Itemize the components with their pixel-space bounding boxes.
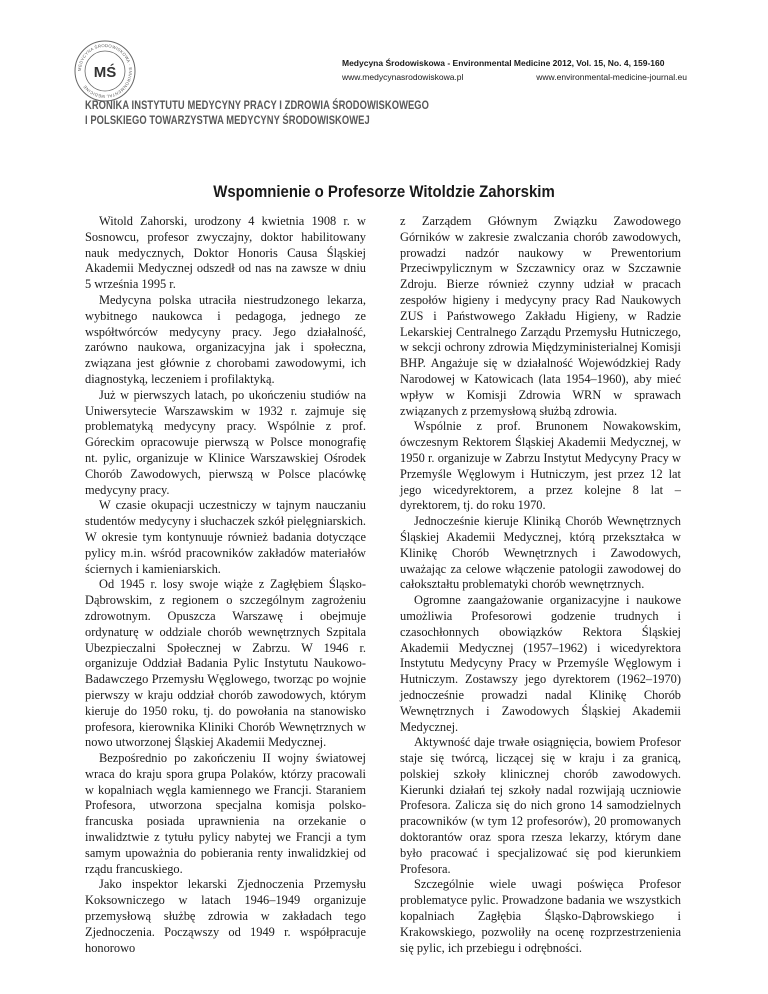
section-heading-line-1: KRONIKA INSTYTUTU MEDYCYNY PRACY I ZDROWIA ŚRODOWISKOWEGO xyxy=(85,98,430,112)
paragraph: Od 1945 r. losy swoje wiąże z Zagłębiem Śląsko-Dąbrowskim, z regionem o szczególnym zagrożeniu zdrowotnym. Opuszcza Warszawę i obejmuje ordynaturę w oddziale chorób wewnętrznych Szpitala Ubezpieczalni Społecznej w Zabrzu. W 1946 r. organizuje Oddział Badania Pylic Instytutu Naukowo-Badawczego Przemysłu Węglowego, tworząc po wojnie pierwszy w kraju oddział chorób zawodowych, którym kieruje do 1950 roku, tj. do powołania na stanowisko profesora, kierownika Kliniki Chorób Wewnętrznych w nowo utworzonej Śląskiej Akademii Medycznej. xyxy=(85,577,366,750)
logo-ring-text: MEDYCYNA ŚRODOWISKOWA · ENVIRONMENTAL MEDICINE xyxy=(76,42,134,100)
paragraph: Ogromne zaangażowanie organizacyjne i naukowe umożliwia Profesorowi godzenie trudnych i czasochłonnych obowiązków Rektora Śląskiej Akademii Medycznej (1957–1962) i wicedyrektora Instytutu Medycyny Pracy w Przemyśle Węglowym i Hutniczym. Zostawszy jego dyrektorem (1962–1970) jednocześnie prowadzi nadal Klinikę Chorób Wewnętrznych i Zawodowych Śląskiej Akademii Medycznej. xyxy=(400,593,681,734)
paragraph: Szczególnie wiele uwagi poświęca Profesor problematyce pylic. Prowadzone badania we wszystkich kopalniach Zagłębia Śląsko-Dąbrowskiego i Krakowskiego, pozwoliły na ocenę rozprzestrzenienia się pylic, ich przebiegu i odrębności. xyxy=(400,877,681,955)
article-title: Wspomnienie o Profesorze Witoldzie Zahorskim xyxy=(213,182,555,201)
journal-urls xyxy=(342,72,687,82)
paragraph: W czasie okupacji uczestniczy w tajnym nauczaniu studentów medycyny i słuchaczek szkół pielęgniarskich. W okresie tym kontynuuje również badania dotyczące pylicy m.in. wśród pracowników zakładów materiałów ściernych i kamieniarskich. xyxy=(85,498,366,576)
section-heading-line-2: I POLSKIEGO TOWARZYSTWA MEDYCYNY ŚRODOWISKOWEJ xyxy=(85,113,370,127)
paragraph: z Zarządem Głównym Związku Zawodowego Górników w zakresie zwalczania chorób zawodowych, prowadzi nadzór naukowy w Prewentorium Przeciwpylicznym w Szczawnicy oraz w Szczawnie Zdroju. Bierze również czynny udział w pracach zespołów higieny i medycyny pracy Rad Naukowych ZUS i Państwowego Zakładu Higieny, w Radzie Lekarskiej Centralnego Zarządu Przemysłu Hutniczego, w sekcji ochrony zdrowia Międzyministerialnej Komisji BHP. Angażuje się w działalność Wojewódzkiej Rady Narodowej w Katowicach (lata 1954–1960), aby mieć wpływ w Komisji Zdrowia WRN w sprawach związanych z przemysłową służbą zdrowia. xyxy=(400,214,681,418)
paragraph: Już w pierwszych latach, po ukończeniu studiów na Uniwersytecie Warszawskim w 1932 r. zajmuje się problematyką medycyny pracy. Wspólnie z prof. Góreckim opracowuje pierwszą w Polsce monografię nt. pylic, organizuje w Klinice Warszawskiej Ośrodek Chorób Zawodowych, pierwszą w Polsce placówkę medycyny pracy. xyxy=(85,387,366,497)
section-heading xyxy=(85,98,505,128)
left-column xyxy=(85,214,366,956)
journal-url-eu[interactable]: www.environmental-medicine-journal.eu xyxy=(536,72,687,82)
journal-logo xyxy=(74,40,136,102)
journal-citation: Medycyna Środowiskowa - Environmental Medicine 2012, Vol. 15, No. 4, 159-160 xyxy=(342,58,665,68)
paragraph: Medycyna polska utraciła niestrudzonego lekarza, wybitnego naukowca i pedagoga, jednego ze współtwórców medycyny pracy. Jego działalność, zarówno naukowa, organizacyjna jak i społeczna, związana jest głównie z chorobami zawodowymi, ich diagnostyką, leczeniem i profilaktyką. xyxy=(85,292,366,386)
paragraph: Jednocześnie kieruje Kliniką Chorób Wewnętrznych Śląskiej Akademii Medycznej, którą przekształca w Klinikę Chorób Wewnętrznych i Zawodowych, uważając za celowe włączenie patologii zawodowej do całokształtu problematyki chorób wewnętrznych. xyxy=(400,514,681,592)
journal-logo-icon xyxy=(74,40,136,102)
paragraph: Aktywność daje trwałe osiągnięcia, bowiem Profesor staje się twórcą, liczącej się w kraju i za granicą, polskiej szkoły klinicznej chorób zawodowych. Kierunki działań tej szkoły nadal rozwijają uczniowie Profesora. Zalicza się do nich grono 14 samodzielnych pracowników (w tym 12 profesorów), 20 promowanych doktorantów oraz spora rzesza lekarzy, którym dane było pracować i specjalizować się pod kierunkiem Profesora. xyxy=(400,735,681,876)
paragraph: Jako inspektor lekarski Zjednoczenia Przemysłu Koksowniczego w latach 1946–1949 organizuje przemysłową służbę zdrowia w zakładach tego Zjednoczenia. Począwszy od 1949 r. współpracuje honorowo xyxy=(85,877,366,955)
paragraph: Witold Zahorski, urodzony 4 kwietnia 1908 r. w Sosnowcu, profesor zwyczajny, doktor habilitowany nauk medycznych, Doktor Honoris Causa Śląskiej Akademii Medycznej odszedł od nas na zawsze w dniu 5 września 1995 r. xyxy=(85,214,366,292)
right-column xyxy=(400,214,681,956)
paragraph: Bezpośrednio po zakończeniu II wojny światowej wraca do kraju spora grupa Polaków, którzy pracowali w kopalniach węgla kamiennego we Francji. Staraniem Profesora, utworzona specjalna komisja polsko-francuska posiada uprawnienia na orzekanie o inwalidztwie z tytułu pylicy nabytej we Francji a tym samym upoważnia do pobierania renty inwalidzkiej od rządu francuskiego. xyxy=(85,751,366,876)
journal-url-pl[interactable]: www.medycynasrodowiskowa.pl xyxy=(342,72,464,82)
logo-letters: MŚ xyxy=(93,64,117,81)
paragraph: Wspólnie z prof. Brunonem Nowakowskim, ówczesnym Rektorem Śląskiej Akademii Medycznej, w 1950 r. organizuje w Zabrzu Instytut Medycyny Pracy w Przemyśle Węglowym i Hutniczym, jest przez 12 lat jego wicedyrektorem, a przez kolejne 8 lat – dyrektorem, tj. do roku 1970. xyxy=(400,419,681,513)
